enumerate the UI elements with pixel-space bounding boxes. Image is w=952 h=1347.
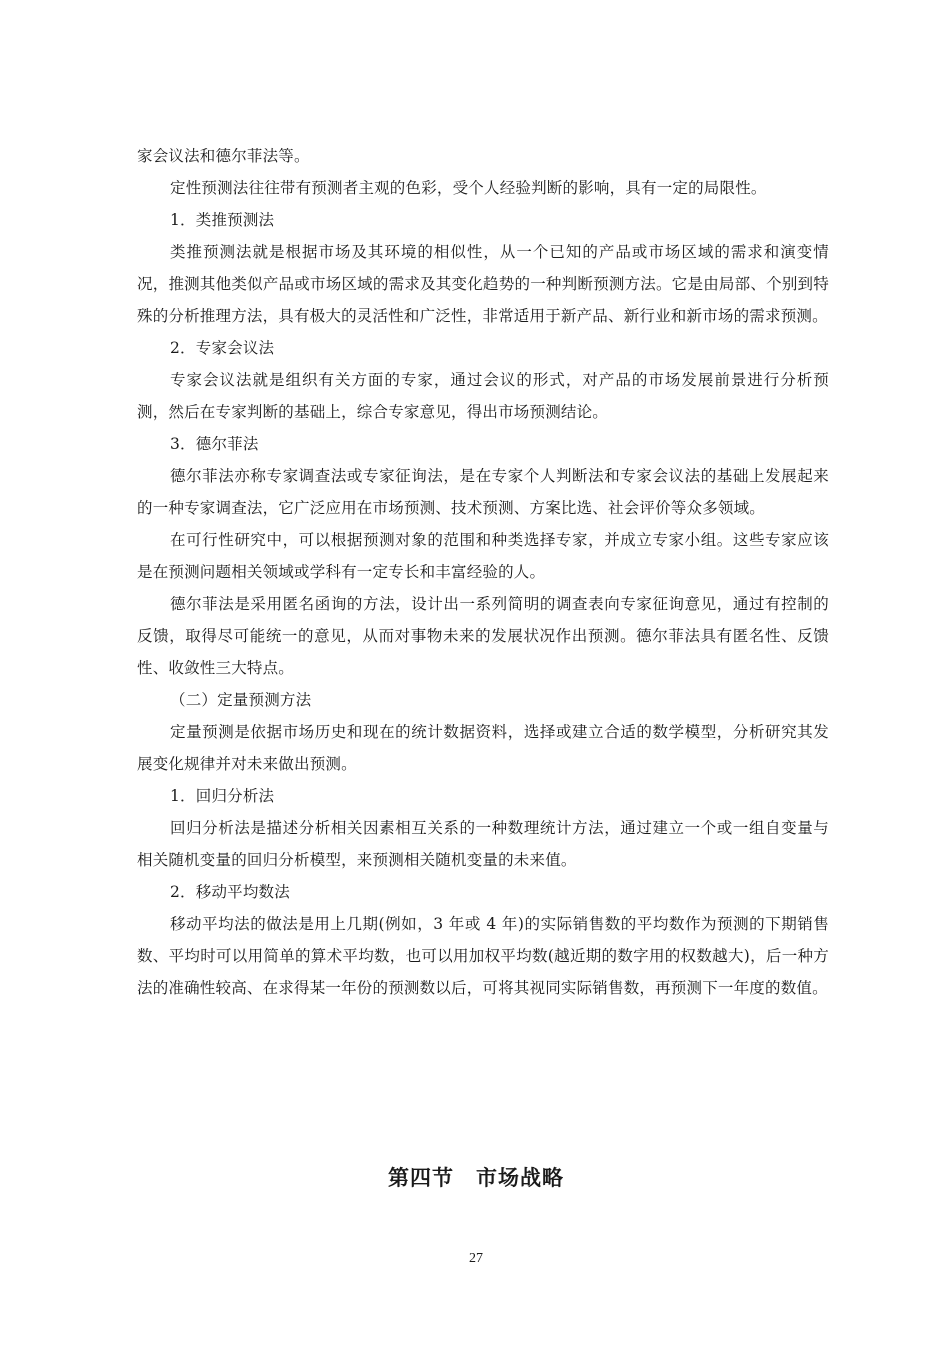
paragraph-8: 在可行性研究中，可以根据预测对象的范围和种类选择专家，并成立专家小组。这些专家应该是在预测问题相关领域或学科有一定专长和丰富经验的人。 — [137, 531, 829, 581]
paragraph-13: 回归分析法是描述分析相关因素相互关系的一种数理统计方法，通过建立一个或一组自变量与相关随机变量的回归分析模型，来预测相关随机变量的未来值。 — [137, 819, 829, 869]
paragraph-15: 移动平均法的做法是用上几期(例如，3 年或 4 年)的实际销售数的平均数作为预测的下期销售数、平均时可以用简单的算术平均数，也可以用加权平均数(越近期的数字用的权数越大)，后一种方法的准确性较高、在求得某一年份的预测数以后，可将其视同实际销售数，再预测下一年度的数值。 — [137, 915, 829, 997]
heading-quantitative-methods: （二）定量预测方法 — [170, 691, 312, 709]
paragraph-5: 专家会议法就是组织有关方面的专家，通过会议的形式，对产品的市场发展前景进行分析预测，然后在专家判断的基础上，综合专家意见，得出市场预测结论。 — [137, 371, 829, 421]
paragraph-1: 定性预测法往往带有预测者主观的色彩，受个人经验判断的影响，具有一定的局限性。 — [170, 179, 767, 197]
paragraph-11: 定量预测是依据市场历史和现在的统计数据资料，选择或建立合适的数学模型，分析研究其发展变化规律并对未来做出预测。 — [137, 723, 829, 773]
body-text — [137, 140, 829, 1004]
heading-expert-meeting-method: 2．专家会议法 — [170, 339, 275, 357]
heading-moving-average-method: 2．移动平均数法 — [170, 883, 290, 901]
page-number: 27 — [469, 1251, 483, 1266]
heading-analogy-method: 1．类推预测法 — [170, 211, 275, 229]
section-title: 第四节 市场战略 — [388, 1166, 564, 1190]
heading-regression-method: 1．回归分析法 — [170, 787, 275, 805]
heading-delphi-method: 3．德尔菲法 — [170, 435, 259, 453]
paragraph-9: 德尔菲法是采用匿名函询的方法，设计出一系列简明的调查表向专家征询意见，通过有控制的反馈，取得尽可能统一的意见，从而对事物未来的发展状况作出预测。德尔菲法具有匿名性、反馈性、收敛性三大特点。 — [137, 595, 829, 677]
paragraph-0: 家会议法和德尔菲法等。 — [137, 147, 310, 165]
paragraph-7: 德尔菲法亦称专家调查法或专家征询法，是在专家个人判断法和专家会议法的基础上发展起来的一种专家调查法，它广泛应用在市场预测、技术预测、方案比选、社会评价等众多领域。 — [137, 467, 829, 517]
paragraph-3: 类推预测法就是根据市场及其环境的相似性，从一个已知的产品或市场区域的需求和演变情况，推测其他类似产品或市场区域的需求及其变化趋势的一种判断预测方法。它是由局部、个别到特殊的分析推理方法，具有极大的灵活性和广泛性，非常适用于新产品、新行业和新市场的需求预测。 — [137, 243, 829, 325]
